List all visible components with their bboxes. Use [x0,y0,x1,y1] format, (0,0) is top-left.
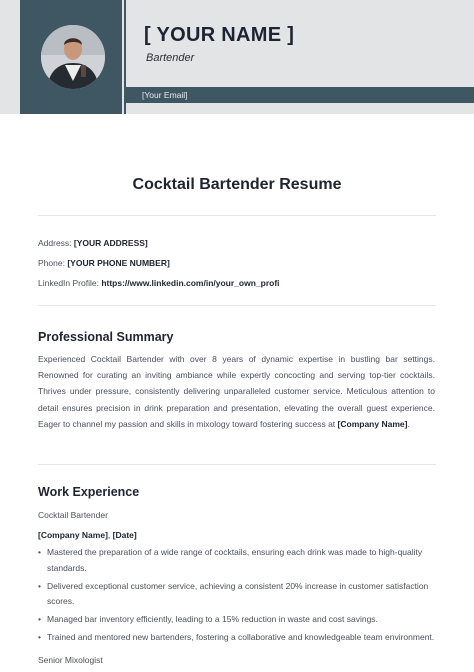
profile-photo [41,25,105,89]
job-title: Cocktail Bartender [38,510,108,520]
divider [38,464,436,465]
summary-company: [Company Name] [337,418,408,429]
bullet-text: Mastered the preparation of a wide range of cocktails, ensuring each drink was made to high-quality standards. [47,547,423,573]
profile-photo-image [41,25,105,89]
summary-heading: Professional Summary [38,330,174,344]
list-item [38,612,436,628]
bullet-text: Managed bar inventory efficiently, leading to a 15% reduction in waste and cost savings. [47,614,378,624]
summary-text [38,351,435,432]
list-item [38,545,436,576]
list-item [38,630,436,646]
bullet-icon: • [38,580,41,591]
job-responsibilities [38,545,436,648]
job-date: [Date] [112,530,137,540]
candidate-email: [Your Email] [142,89,188,100]
contact-address [38,238,148,248]
bullet-text: Trained and mentored new bartenders, fostering a collaborative and knowledgeable team environment. [47,632,435,642]
job-company: [Company Name] [38,530,108,540]
bullet-text: Delivered exceptional customer service, achieving a consistent 20% increase in customer satisfaction scores. [47,580,429,606]
divider [38,215,436,216]
candidate-role: Bartender [146,52,195,64]
bullet-icon: • [38,614,41,624]
summary-end: . [407,418,410,429]
divider [38,305,436,306]
list-item [38,579,436,610]
bullet-icon: • [38,547,41,557]
address-label: Address: [38,238,72,248]
linkedin-value[interactable]: https://www.linkedin.com/in/your_own_profi [101,278,280,288]
bullet-icon: • [38,632,41,642]
phone-label: Phone: [38,258,65,268]
linkedin-label: LinkedIn Profile: [38,278,99,288]
document-title: Cocktail Bartender Resume [132,176,342,193]
job-title: Senior Mixologist [38,655,103,665]
summary-body: Experienced Cocktail Bartender with over 8 years of dynamic expertise in bustling bar settings. Renowned for curating an inviting ambiance while expertly concocting and serving top-tier cocktails. Thrives under pressure, consistently delivering unparalleled customer service. Meticulous attention to detail ensures precision in drink preparation and presentation, elevating the overall guest experience. Eager to channel my passion and skills in mixology toward fostering success at [38,354,435,429]
experience-heading: Work Experience [38,485,140,499]
resume-header [0,0,474,114]
contact-phone [38,258,170,268]
phone-value: [YOUR PHONE NUMBER] [67,258,170,268]
address-value: [YOUR ADDRESS] [73,238,148,248]
contact-linkedin [38,278,280,288]
job-separator: , [107,530,113,540]
job-company-date [38,530,137,540]
candidate-name: [ YOUR NAME ] [144,24,295,46]
